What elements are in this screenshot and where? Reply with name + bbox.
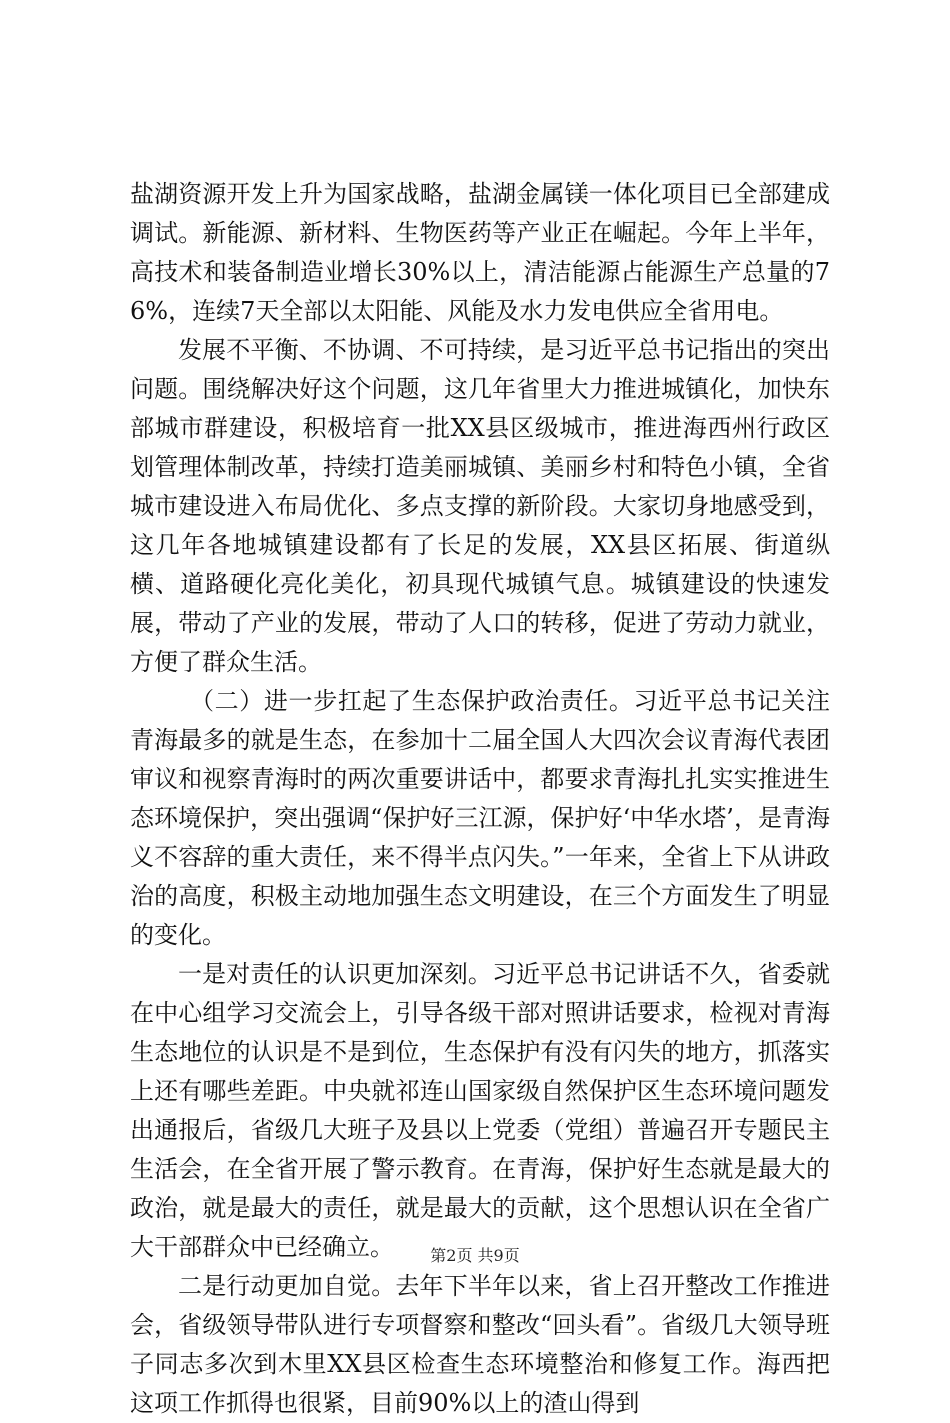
paragraph-3: （二）进一步扛起了生态保护政治责任。习近平总书记关注青海最多的就是生态，在参加十二届全国人大四次会议青海代表团审议和视察青海时的两次重要讲话中，都要求青海扎扎实实推进生态环境保护，突出强调“保护好三江源，保护好‘中华水塔’，是青海义不容辞的重大责任，来不得半点闪失。”一年来，全省上下从讲政治的高度，积极主动地加强生态文明建设，在三个方面发生了明显的变化。 <box>130 687 830 949</box>
paragraph-2: 发展不平衡、不协调、不可持续，是习近平总书记指出的突出问题。围绕解决好这个问题，这几年省里大力推进城镇化，加快东部城市群建设，积极培育一批XX县区级城市，推进海西州行政区划管理体制改革，持续打造美丽城镇、美丽乡村和特色小镇，全省城市建设进入布局优化、多点支撑的新阶段。大家切身地感受到，这几年各地城镇建设都有了长足的发展，XX县区拓展、街道纵横、道路硬化亮化美化，初具现代城镇气息。城镇建设的快速发展，带动了产业的发展，带动了人口的转移，促进了劳动力就业，方便了群众生活。 <box>130 336 830 676</box>
page-number-footer: 第2页 共9页 <box>430 1246 520 1265</box>
paragraph-4: 一是对责任的认识更加深刻。习近平总书记讲话不久，省委就在中心组学习交流会上，引导各级干部对照讲话要求，检视对青海生态地位的认识是不是到位，生态保护有没有闪失的地方，抓落实上还有哪些差距。中央就祁连山国家级自然保护区生态环境问题发出通报后，省级几大班子及县以上党委（党组）普遍召开专题民主生活会，在全省开展了警示教育。在青海，保护好生态就是最大的政治，就是最大的责任，就是最大的贡献，这个思想认识在全省广大干部群众中已经确立。 <box>130 960 830 1261</box>
document-body <box>130 175 830 1423</box>
paragraph-1: 盐湖资源开发上升为国家战略，盐湖金属镁一体化项目已全部建成调试。新能源、新材料、生物医药等产业正在崛起。今年上半年，高技术和装备制造业增长30%以上，清洁能源占能源生产总量的76%，连续7天全部以太阳能、风能及水力发电供应全省用电。 <box>130 180 830 325</box>
paragraph-5: 二是行动更加自觉。去年下半年以来，省上召开整改工作推进会，省级领导带队进行专项督察和整改“回头看”。省级几大领导班子同志多次到木里XX县区检查生态环境整治和修复工作。海西把这项工作抓得也很紧，目前90%以上的渣山得到 <box>130 1272 830 1417</box>
